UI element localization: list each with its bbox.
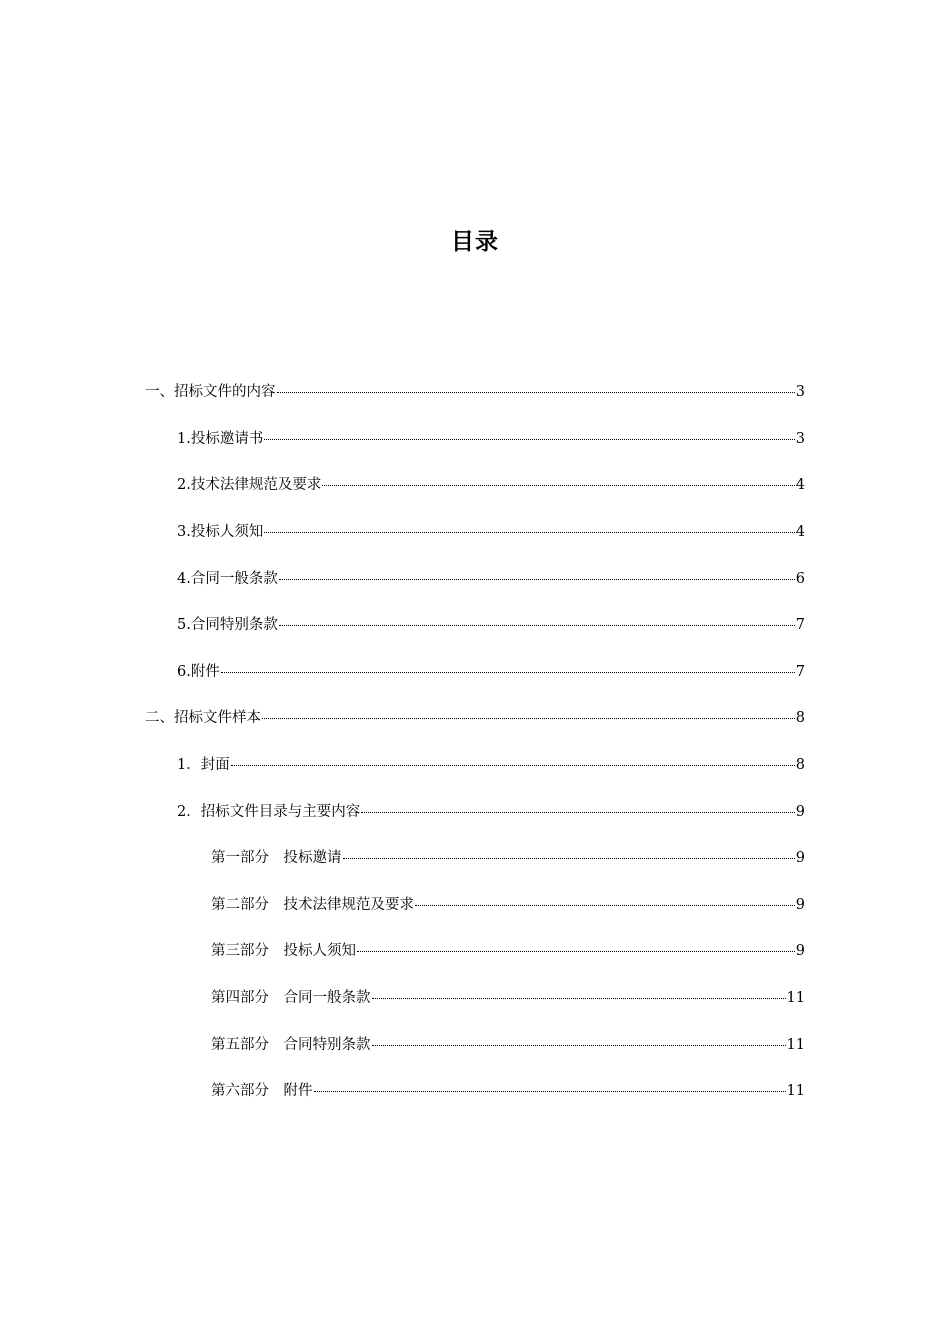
toc-entry[interactable] xyxy=(0,509,950,556)
toc-dot-leader xyxy=(343,858,795,859)
toc-entry[interactable] xyxy=(0,602,950,649)
toc-entry-text: 2．招标文件目录与主要内容 xyxy=(177,803,361,820)
toc-dot-leader xyxy=(264,439,794,440)
toc-entry[interactable] xyxy=(0,1021,950,1068)
toc-entry-text: 1.投标邀请书 xyxy=(177,430,264,447)
toc-entry-text: 第三部分 投标人须知 xyxy=(211,943,356,960)
toc-page-number: 4 xyxy=(795,477,805,494)
toc-dot-leader xyxy=(361,812,795,813)
toc-entry[interactable] xyxy=(0,928,950,975)
toc-title: 目录 xyxy=(451,229,499,255)
toc-page-number: 9 xyxy=(795,803,805,820)
toc-entry[interactable] xyxy=(0,462,950,509)
toc-dot-leader xyxy=(372,1045,786,1046)
toc-page-number: 6 xyxy=(795,570,805,587)
toc-entry-text: 二、招标文件样本 xyxy=(145,710,261,727)
toc-dot-leader xyxy=(372,998,786,999)
toc-entry-text: 2.技术法律规范及要求 xyxy=(177,477,322,494)
toc-entry-text: 第四部分 合同一般条款 xyxy=(211,990,371,1007)
toc-entry[interactable] xyxy=(0,695,950,742)
toc-entry-text: 第五部分 合同特别条款 xyxy=(211,1036,371,1053)
toc-entry-text: 一、招标文件的内容 xyxy=(145,384,276,401)
toc-entry-text: 3.投标人须知 xyxy=(177,524,264,541)
toc-entry-text: 第六部分 附件 xyxy=(211,1083,313,1100)
toc-entry-text: 4.合同一般条款 xyxy=(177,570,278,587)
toc-entry[interactable] xyxy=(0,975,950,1022)
toc-entry[interactable] xyxy=(0,882,950,929)
toc-dot-leader xyxy=(279,625,795,626)
toc-page-number: 4 xyxy=(795,524,805,541)
toc-entry[interactable] xyxy=(0,835,950,882)
toc-page-number: 8 xyxy=(795,757,805,774)
toc-entry-text: 1．封面 xyxy=(177,757,230,774)
toc-dot-leader xyxy=(231,765,795,766)
toc-page-number: 3 xyxy=(795,430,805,447)
toc-page-number: 3 xyxy=(795,384,805,401)
toc-entry[interactable] xyxy=(0,416,950,463)
toc-page-number: 9 xyxy=(795,943,805,960)
toc-page-number: 9 xyxy=(795,850,805,867)
toc-entry[interactable] xyxy=(0,555,950,602)
toc-dot-leader xyxy=(262,718,795,719)
toc-entry-text: 第二部分 技术法律规范及要求 xyxy=(211,896,414,913)
toc-dot-leader xyxy=(221,672,795,673)
toc-entry[interactable] xyxy=(0,742,950,789)
toc-entry[interactable] xyxy=(0,649,950,696)
toc-entry-text: 5.合同特别条款 xyxy=(177,617,278,634)
toc-dot-leader xyxy=(314,1091,786,1092)
toc-dot-leader xyxy=(264,532,794,533)
toc-page-number: 7 xyxy=(795,663,805,680)
toc-dot-leader xyxy=(415,905,795,906)
toc-entry-text: 6.附件 xyxy=(177,663,220,680)
toc-dot-leader xyxy=(277,392,795,393)
toc-page-number: 11 xyxy=(786,1036,805,1053)
toc-list xyxy=(0,369,950,1115)
toc-page-number: 11 xyxy=(786,990,805,1007)
toc-entry[interactable] xyxy=(0,369,950,416)
toc-dot-leader xyxy=(322,485,794,486)
toc-dot-leader xyxy=(357,951,795,952)
toc-dot-leader xyxy=(279,579,795,580)
toc-entry-text: 第一部分 投标邀请 xyxy=(211,850,342,867)
toc-page-number: 8 xyxy=(795,710,805,727)
toc-page-number: 9 xyxy=(795,896,805,913)
toc-entry[interactable] xyxy=(0,788,950,835)
toc-page-number: 7 xyxy=(795,617,805,634)
toc-page-number: 11 xyxy=(786,1083,805,1100)
toc-entry[interactable] xyxy=(0,1068,950,1115)
